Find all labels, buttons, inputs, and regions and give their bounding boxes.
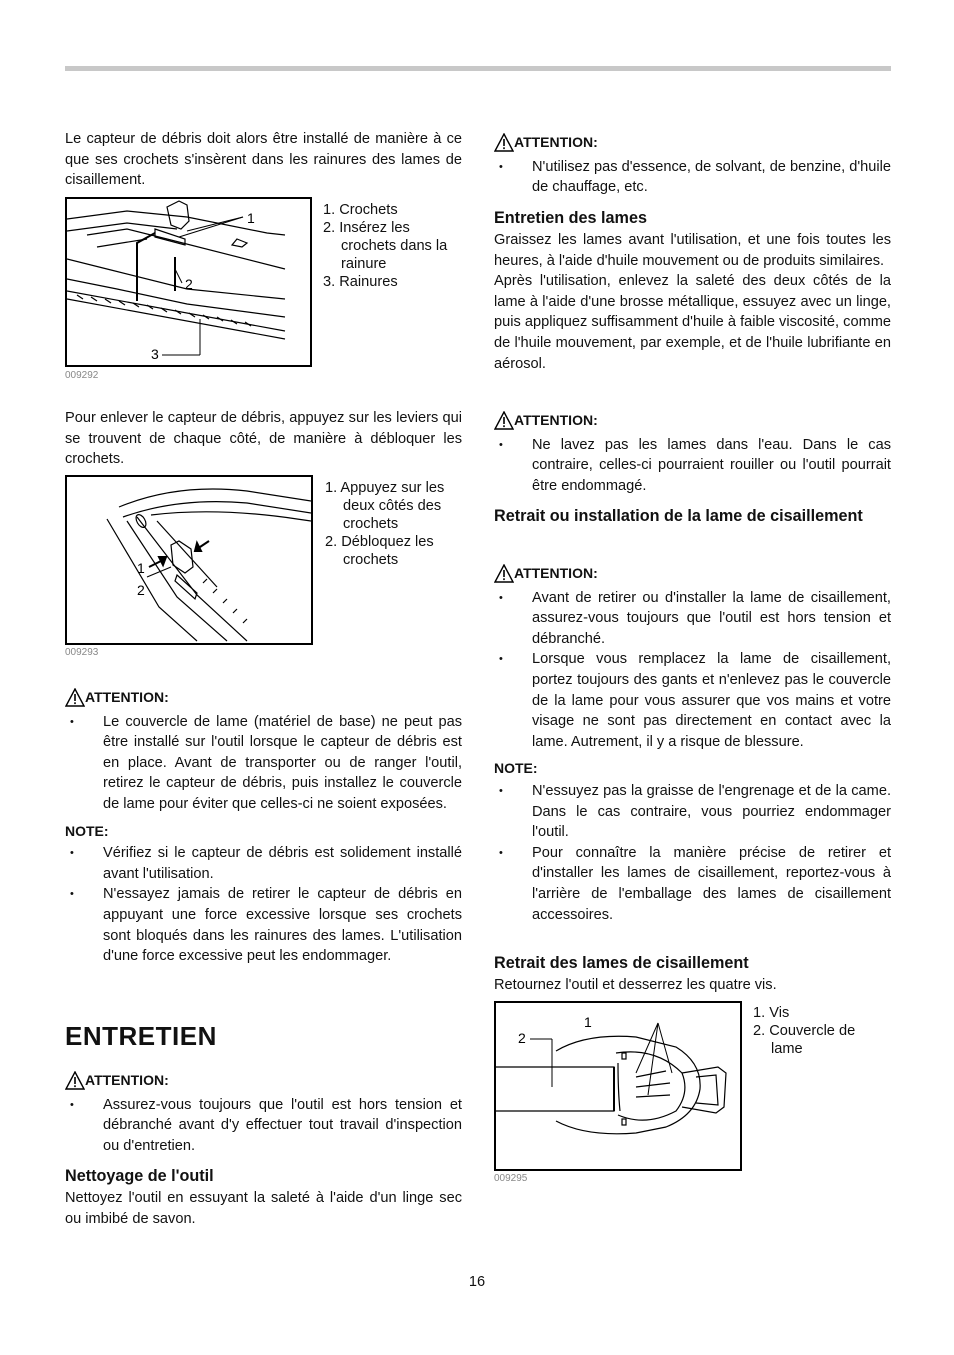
note-text: N'essayez jamais de retirer le capteur de débris en appuyant une force excessive lorsque ses crochets sont bloqués dans les rainures des lames. L'utilisation d'une force excessive peut les endommager. (103, 886, 462, 965)
attention-block-solvent (494, 132, 891, 198)
attention-block-removal (494, 563, 891, 925)
note-text: N'essuyez pas la graisse de l'engrenage et de la came. Dans le cas contraire, vous pourriez endommager l'outil. (532, 782, 891, 841)
figure-2-legend-item: 2. Débloquez les crochets (325, 534, 434, 568)
figure-1-callout-3: 3 (151, 346, 159, 362)
figure-blade-cover-screws (494, 1001, 742, 1171)
attention-item (494, 435, 891, 497)
subsection-title-cleaning: Nettoyage de l'outil (65, 1167, 214, 1185)
attention-heading (65, 1070, 462, 1091)
figure-3-legend (753, 1004, 883, 1058)
figure-2-legend (325, 479, 465, 569)
attention-text: Ne lavez pas les lames dans l'eau. Dans le cas contraire, celles-ci pourraient rouiller ou l'outil pourrait être endommagé. (532, 436, 891, 494)
attention-label: ATTENTION: (514, 412, 598, 428)
header-rule (65, 66, 891, 71)
bullet: • (499, 653, 503, 666)
attention-label: ATTENTION: (85, 689, 169, 705)
figure-1-legend-item: 2. Insérez les crochets dans la rainure (323, 220, 448, 272)
bullet: • (70, 715, 74, 728)
remove-blades-paragraph: Retournez l'outil et desserrez les quatre vis. (494, 977, 777, 993)
blades-paragraph-1: Graissez les lames avant l'utilisation, et une fois toutes les heures, à l'aide d'huile mouvement ou de produits similaires. (494, 232, 891, 269)
attention-label: ATTENTION: (85, 1072, 169, 1088)
attention-heading (494, 563, 891, 584)
figure-debris-catcher-install (65, 197, 312, 367)
bullet: • (499, 591, 503, 604)
note-heading: NOTE: (494, 760, 538, 777)
bullet: • (499, 846, 503, 859)
note-item (494, 843, 891, 925)
warning-triangle-icon (494, 133, 514, 152)
attention-text: Lorsque vous remplacez la lame de cisaillement, portez toujours des gants et n'enlevez pas le couvercle de la lame pour vous assurer que vos mains et votre visage ne sont pas directement en contact avec la lame. Autrement, il y a risque de blessure. (532, 651, 891, 750)
blades-paragraphs (494, 230, 891, 374)
figure-1-legend-item: 3. Rainures (323, 274, 398, 290)
subsection-title-blades: Entretien des lames (494, 209, 647, 227)
section-title: ENTRETIEN (65, 1021, 217, 1051)
attention-heading (494, 410, 891, 431)
figure-1-callout-1: 1 (247, 210, 255, 226)
figure-1-legend-item: 1. Crochets (323, 202, 398, 218)
attention-label: ATTENTION: (514, 134, 598, 150)
bullet: • (70, 1098, 74, 1111)
note-text: Pour connaître la manière précise de retirer et d'installer les lames de cisaillement, reportez-vous à l'arrière de l'emballage des lames de cisaillement accessoires. (532, 844, 891, 923)
figure-2-callout-1: 1 (137, 560, 145, 576)
bullet: • (499, 438, 503, 451)
note-heading: NOTE: (65, 822, 109, 839)
figure-3-illustration (496, 1003, 740, 1169)
attention-item (494, 157, 891, 198)
warning-triangle-icon (494, 411, 514, 430)
figure-2-callout-2: 2 (137, 582, 145, 598)
figure-2-illustration (67, 477, 311, 643)
attention-heading (494, 132, 891, 153)
warning-triangle-icon (65, 1071, 85, 1090)
attention-text: N'utilisez pas d'essence, de solvant, de benzine, d'huile de chauffage, etc. (532, 158, 891, 196)
figure-3-callout-2: 2 (518, 1030, 526, 1046)
warning-triangle-icon (494, 564, 514, 583)
subsection-title-remove-blades: Retrait des lames de cisaillement (494, 954, 749, 972)
attention-item (494, 588, 891, 650)
attention-text: Le couvercle de lame (matériel de base) ne peut pas être installé sur l'outil lorsque le capteur de débris est en place. Avant de transporter ou de ranger l'outil, retirez le capteur de débris, puis installez le couvercle de lame pour éviter que celles-ci ne soient exposées. (103, 713, 462, 812)
note-text: Vérifiez si le capteur de débris est solidement installé avant l'utilisation. (103, 845, 462, 882)
bullet: • (499, 160, 503, 173)
bullet: • (70, 888, 74, 901)
note-item (494, 781, 891, 843)
attention-item (65, 712, 462, 815)
figure-2-code: 009293 (65, 647, 99, 658)
attention-item (494, 649, 891, 752)
warning-triangle-icon (65, 688, 85, 707)
attention-text: Avant de retirer ou d'installer la lame de cisaillement, assurez-vous toujours que l'outil est hors tension et débranché. (532, 589, 891, 647)
figure-1-callout-2: 2 (185, 276, 193, 292)
figure-1-code: 009292 (65, 370, 99, 381)
bullet: • (70, 847, 74, 860)
figure-1-legend (323, 201, 463, 291)
figure-debris-catcher-remove (65, 475, 313, 645)
cleaning-paragraph: Nettoyez l'outil en essuyant la saleté à l'aide d'un linge sec ou imbibé de savon. (65, 1190, 462, 1227)
intro-paragraph-remove: Pour enlever le capteur de débris, appuyez sur les leviers qui se trouvent de chaque côté, de manière à débloquer les crochets. (65, 410, 462, 468)
attention-block-water (494, 410, 891, 496)
figure-3-code: 009295 (494, 1173, 528, 1184)
figure-1-illustration (67, 199, 310, 365)
figure-3-legend-item: 1. Vis (753, 1005, 790, 1021)
figure-2-legend-item: 1. Appuyez sur les deux côtés des crochets (325, 480, 445, 532)
attention-text: Assurez-vous toujours que l'outil est hors tension et débranché avant d'y effectuer tout travail d'inspection ou d'entretien. (103, 1096, 462, 1154)
figure-3-legend-item: 2. Couvercle de lame (753, 1023, 856, 1057)
page-number: 16 (468, 1274, 486, 1290)
subsection-title-removal: Retrait ou installation de la lame de cisaillement (494, 507, 863, 525)
attention-block-maintenance (65, 1070, 462, 1156)
bullet: • (499, 784, 503, 797)
intro-paragraph-install: Le capteur de débris doit alors être installé de manière à ce que ses crochets s'insèrent dans les rainures des lames de cisaillement. (65, 131, 462, 189)
figure-3-callout-1: 1 (584, 1014, 592, 1030)
attention-item (65, 1095, 462, 1157)
note-item (65, 884, 462, 966)
blades-paragraph-2: Après l'utilisation, enlevez la saleté des deux côtés de la lame à l'aide d'une brosse métallique, essuyez avec un linge, puis appliquez suffisamment d'huile à faible viscosité, comme de l'huile mouvement, par exemple, et de l'huile lubrifiante en aérosol. (494, 273, 891, 372)
note-item (65, 843, 462, 884)
attention-label: ATTENTION: (514, 565, 598, 581)
attention-heading (65, 687, 462, 708)
attention-block-debris (65, 687, 462, 967)
